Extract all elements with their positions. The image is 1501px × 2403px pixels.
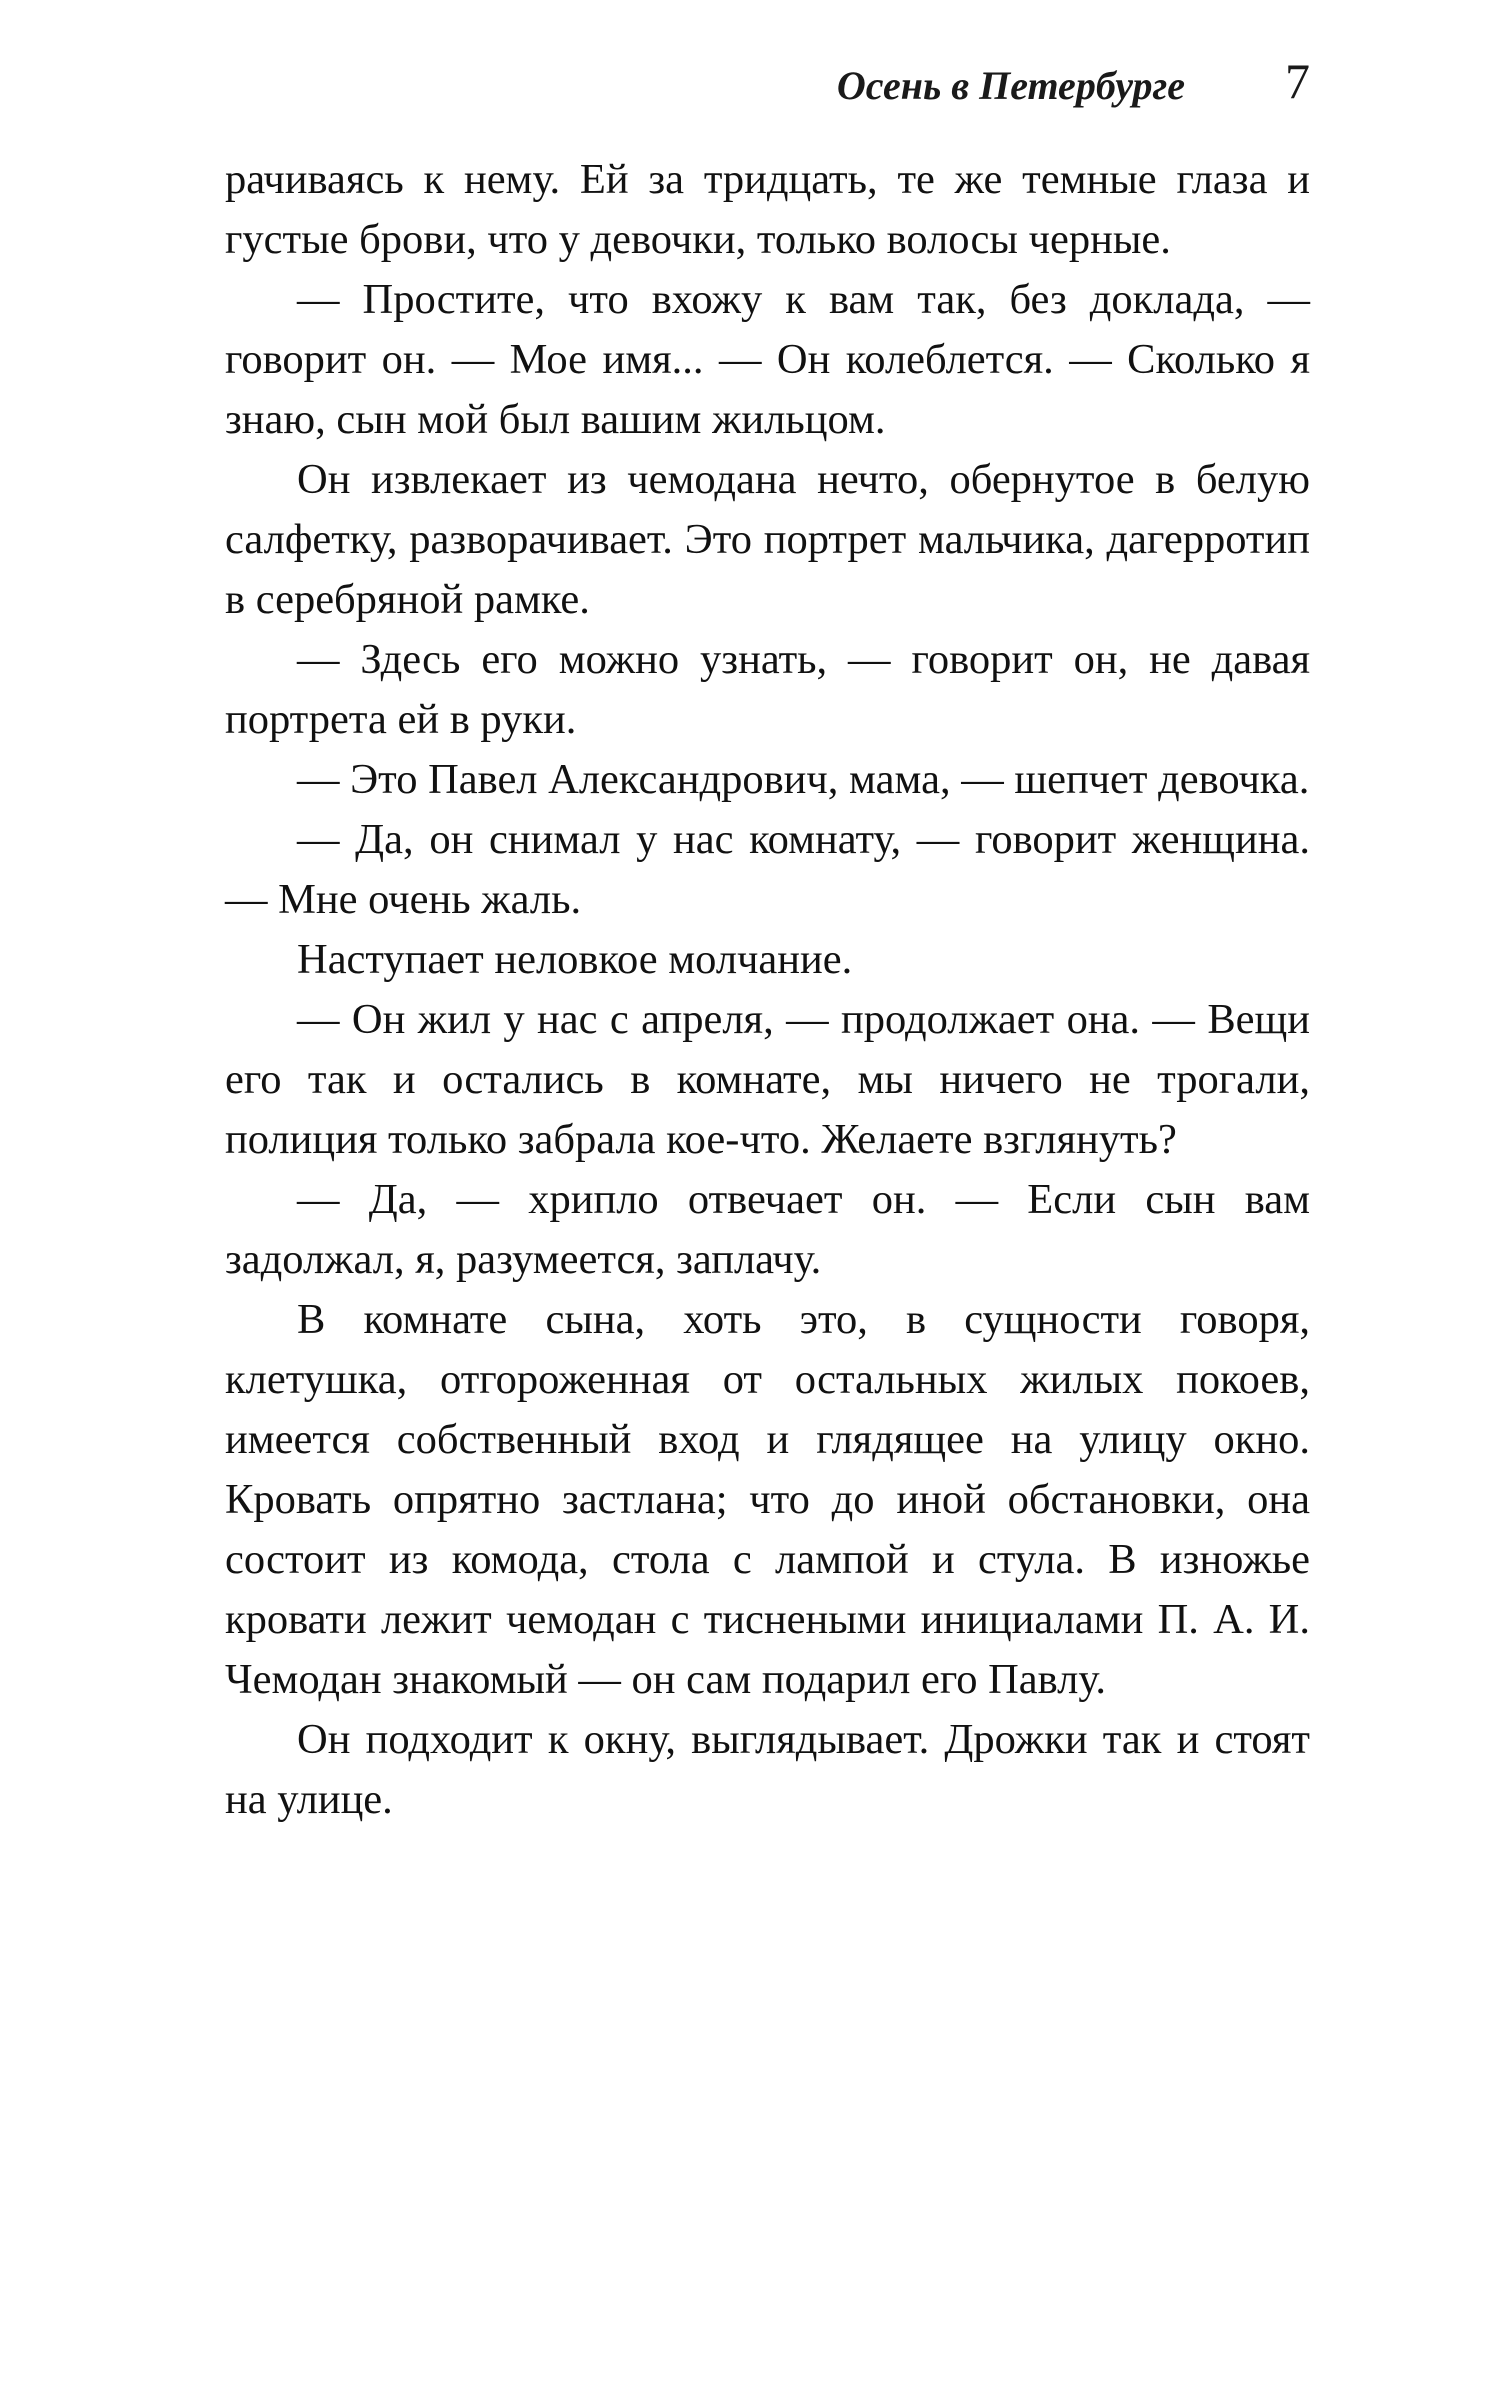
paragraph: — Это Павел Александрович, мама, — шепчет девочка. [297, 756, 1310, 803]
paragraph: — Здесь его можно узнать, — говорит он, не давая портрета ей в руки. [225, 636, 1310, 743]
paragraph: Он подходит к окну, выглядывает. Дрожки так и стоят на улице. [225, 1716, 1310, 1823]
page-number: 7 [1285, 53, 1310, 109]
paragraph: Он извлекает из чемодана нечто, обернутое в белую салфетку, разворачивает. Это портрет мальчика, дагерротип в серебряной рамке. [225, 456, 1310, 623]
running-title: Осень в Петербурге [836, 63, 1185, 108]
paragraph: В комнате сына, хоть это, в сущности говоря, клетушка, отгороженная от остальных жилых покоев, имеется собственный вход и глядящее на улицу окно. Кровать опрятно застлана; что до иной обстановки, она состоит из комода, стола с лампой и стула. В изножье кровати лежит чемодан с тиснеными инициалами П. А. И. Чемодан знакомый — он сам подарил его Павлу. [225, 1296, 1310, 1703]
paragraph: — Да, он снимал у нас комнату, — говорит женщина. — Мне очень жаль. [225, 816, 1310, 923]
body-text [225, 150, 1310, 1830]
paragraph: — Он жил у нас с апреля, — продолжает она. — Вещи его так и остались в комнате, мы ничего не трогали, полиция только забрала кое-что. Желаете взглянуть? [225, 996, 1310, 1163]
paragraph: — Простите, что вхожу к вам так, без доклада, — говорит он. — Мое имя... — Он колеблется. — Сколько я знаю, сын мой был вашим жильцом. [225, 276, 1310, 443]
paragraph: рачиваясь к нему. Ей за тридцать, те же темные глаза и густые брови, что у девочки, только волосы черные. [225, 156, 1310, 263]
running-head [225, 52, 1310, 122]
paragraph: — Да, — хрипло отвечает он. — Если сын вам задолжал, я, разумеется, заплачу. [225, 1176, 1310, 1283]
paragraph: Наступает неловкое молчание. [297, 936, 853, 983]
